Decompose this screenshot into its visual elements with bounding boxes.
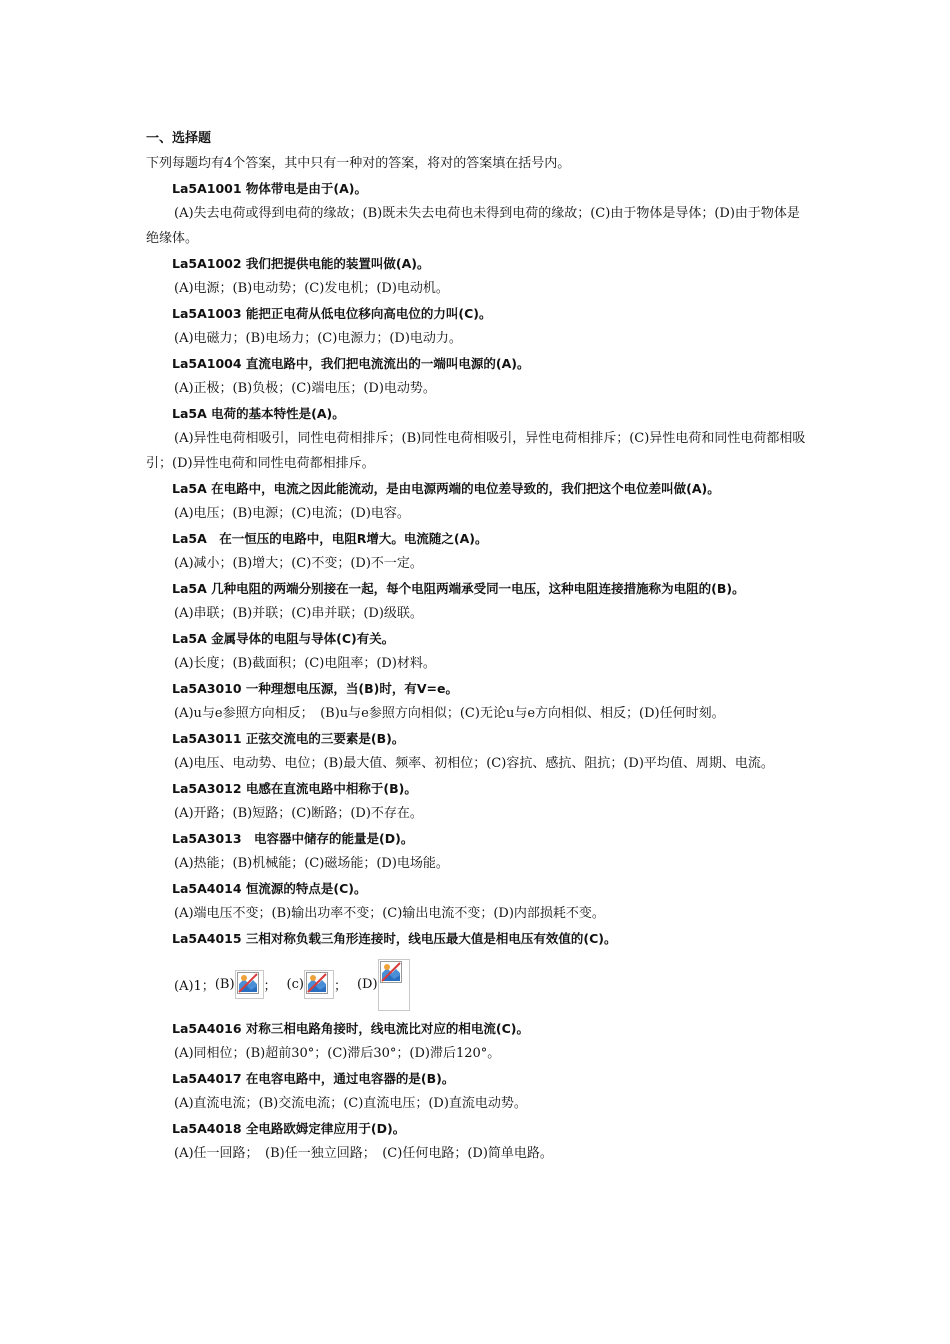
answer-options: (A)端电压不变；(B)输出功率不变；(C)输出电流不变；(D)内部损耗不变。: [174, 906, 605, 921]
option-c-label: (c): [286, 977, 304, 992]
option-a-label: (A)1；: [174, 979, 215, 994]
answer-options-images: [146, 953, 812, 1016]
option-d-image: [378, 959, 410, 1011]
answer-options: (A)正极；(B)负极；(C)端电压；(D)电动势。: [174, 381, 436, 396]
answer-options: (A)同相位；(B)超前30°；(C)滞后30°；(D)滞后120°。: [174, 1046, 501, 1061]
question: La5A 金属导体的电阻与导体(C)有关。: [172, 631, 395, 646]
question: La5A3011 正弦交流电的三要素是(B)。: [172, 731, 405, 746]
broken-image-icon: [380, 961, 402, 983]
answer-options: (A)失去电荷或得到电荷的缘故；(B)既未失去电荷也未得到电荷的缘故；(C)由于物体是导体；(D)由于物体是绝缘体。: [146, 206, 800, 246]
option-separator: ；: [333, 979, 347, 994]
question: La5A1004 直流电路中，我们把电流流出的一端叫电源的(A)。: [172, 356, 530, 371]
question: La5A4014 恒流源的特点是(C)。: [172, 881, 367, 896]
broken-image-icon: [306, 972, 328, 994]
option-b-image: [235, 970, 264, 999]
question: La5A1001 物体带电是由于(A)。: [172, 181, 368, 196]
question: La5A 在一恒压的电路中，电阻R增大。电流随之(A)。: [172, 531, 488, 546]
answer-options: (A)电源；(B)电动势；(C)发电机；(D)电动机。: [174, 281, 449, 296]
answer-options: (A)电磁力；(B)电场力；(C)电源力；(D)电动力。: [174, 331, 462, 346]
answer-options: (A)直流电流；(B)交流电流；(C)直流电压；(D)直流电动势。: [174, 1096, 527, 1111]
answer-options: (A)开路；(B)短路；(C)断路；(D)不存在。: [174, 806, 423, 821]
question: La5A4018 全电路欧姆定律应用于(D)。: [172, 1121, 406, 1136]
option-separator: ；: [263, 979, 277, 994]
answer-options: (A)电压、电动势、电位；(B)最大值、频率、初相位；(C)容抗、感抗、阻抗；(D)平均值、周期、电流。: [174, 756, 774, 771]
question: La5A 电荷的基本特性是(A)。: [172, 406, 345, 421]
document-content: [146, 126, 812, 1166]
answer-options: (A)串联；(B)并联；(C)串并联；(D)级联。: [174, 606, 423, 621]
broken-image-icon: [237, 972, 259, 994]
option-d-label: (D): [356, 977, 378, 992]
question: La5A3010 一种理想电压源，当(B)时，有V=e。: [172, 681, 458, 696]
answer-options: (A)减小；(B)增大；(C)不变；(D)不一定。: [174, 556, 423, 571]
answer-options: (A)热能；(B)机械能；(C)磁场能；(D)电场能。: [174, 856, 449, 871]
question: La5A1002 我们把提供电能的装置叫做(A)。: [172, 256, 430, 271]
intro-text: 下列每题均有4个答案，其中只有一种对的答案，将对的答案填在括号内。: [146, 156, 571, 171]
answer-options: (A)u与e参照方向相反； (B)u与e参照方向相似；(C)无论u与e方向相似、相反；(D)任何时刻。: [174, 706, 725, 721]
answer-options: (A)长度；(B)截面积；(C)电阻率；(D)材料。: [174, 656, 436, 671]
question: La5A 几种电阻的两端分别接在一起，每个电阻两端承受同一电压，这种电阻连接措施称为电阻的(B)。: [172, 581, 745, 596]
question: La5A4015 三相对称负载三角形连接时，线电压最大值是相电压有效值的(C)。: [172, 931, 617, 946]
question: La5A3012 电感在直流电路中相称于(B)。: [172, 781, 417, 796]
answer-options: (A)异性电荷相吸引，同性电荷相排斥；(B)同性电荷相吸引，异性电荷相排斥；(C)异性电荷和同性电荷都相吸引；(D)异性电荷和同性电荷都相排斥。: [146, 431, 806, 471]
option-c-image: [304, 970, 334, 999]
question: La5A4016 对称三相电路角接时，线电流比对应的相电流(C)。: [172, 1021, 530, 1036]
option-b-label: (B): [214, 977, 235, 992]
question: La5A4017 在电容电路中，通过电容器的是(B)。: [172, 1071, 455, 1086]
section-title: 一、选择题: [146, 131, 212, 146]
question: La5A3013 电容器中储存的能量是(D)。: [172, 831, 414, 846]
answer-options: (A)任一回路； (B)任一独立回路； (C)任何电路；(D)简单电路。: [174, 1146, 553, 1161]
answer-options: (A)电压；(B)电源；(C)电流；(D)电容。: [174, 506, 410, 521]
question: La5A 在电路中，电流之因此能流动，是由电源两端的电位差导致的，我们把这个电位差叫做(A)。: [172, 481, 720, 496]
question: La5A1003 能把正电荷从低电位移向高电位的力叫(C)。: [172, 306, 492, 321]
